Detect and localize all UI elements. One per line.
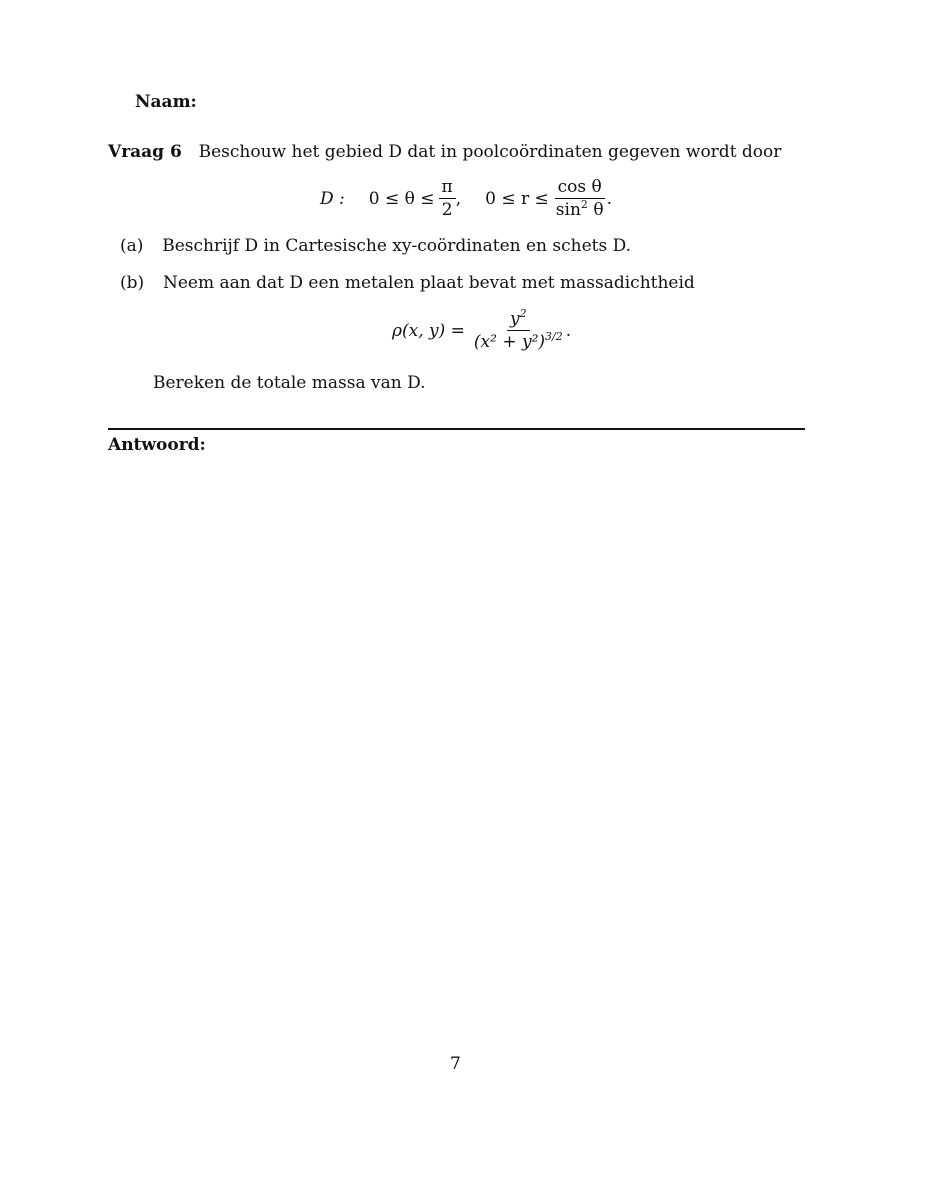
question-label: Vraag 6: [108, 142, 182, 162]
density-lhs: ρ(x, y) =: [392, 320, 465, 341]
r-fraction: [553, 178, 607, 219]
part-b-followup: Bereken de totale massa van D.: [153, 373, 426, 393]
domain-lhs: D :: [320, 188, 345, 209]
domain-formula: D : 0 ≤ θ ≤ $\frac{\pi}{2}$ , 0 ≤ r ≤ $\frac{\text{cos θ}}{\sin^2 \theta}$ .: [320, 177, 612, 220]
part-b-label: (b): [120, 273, 145, 293]
part-b: [120, 273, 695, 293]
part-a-label: (a): [120, 236, 144, 256]
r-denominator: $\sin^2 \theta$: [555, 197, 604, 220]
answer-divider: [108, 428, 805, 430]
theta-range: 0 ≤ θ ≤: [368, 188, 435, 209]
part-b-text: Neem aan dat D een metalen plaat bevat met massadichtheid: [162, 273, 695, 293]
theta-numerator: π: [439, 178, 456, 199]
part-a: [120, 236, 631, 256]
density-formula: ρ(x, y) = $\frac{y^2}{(x^2 + y^2)^{3/2}}$ .: [392, 307, 572, 352]
r-range: 0 ≤ r ≤: [485, 188, 549, 209]
question-intro: Beschouw het gebied D dat in poolcoördinaten gegeven wordt door: [198, 142, 782, 162]
page-number: 7: [450, 1054, 461, 1074]
part-a-text: Beschrijf D in Cartesische xy-coördinaten en schets D.: [162, 236, 632, 256]
r-numerator: cos θ: [555, 178, 605, 199]
answer-label: Antwoord:: [108, 435, 206, 455]
density-denominator: $(x^2 + y^2)^{3/2}$: [473, 329, 563, 352]
name-label: Naam:: [135, 92, 197, 112]
density-numerator: $y^2$: [507, 310, 530, 331]
question-intro-line: [108, 142, 781, 162]
theta-fraction: [439, 178, 456, 219]
theta-denominator: 2: [441, 199, 453, 220]
